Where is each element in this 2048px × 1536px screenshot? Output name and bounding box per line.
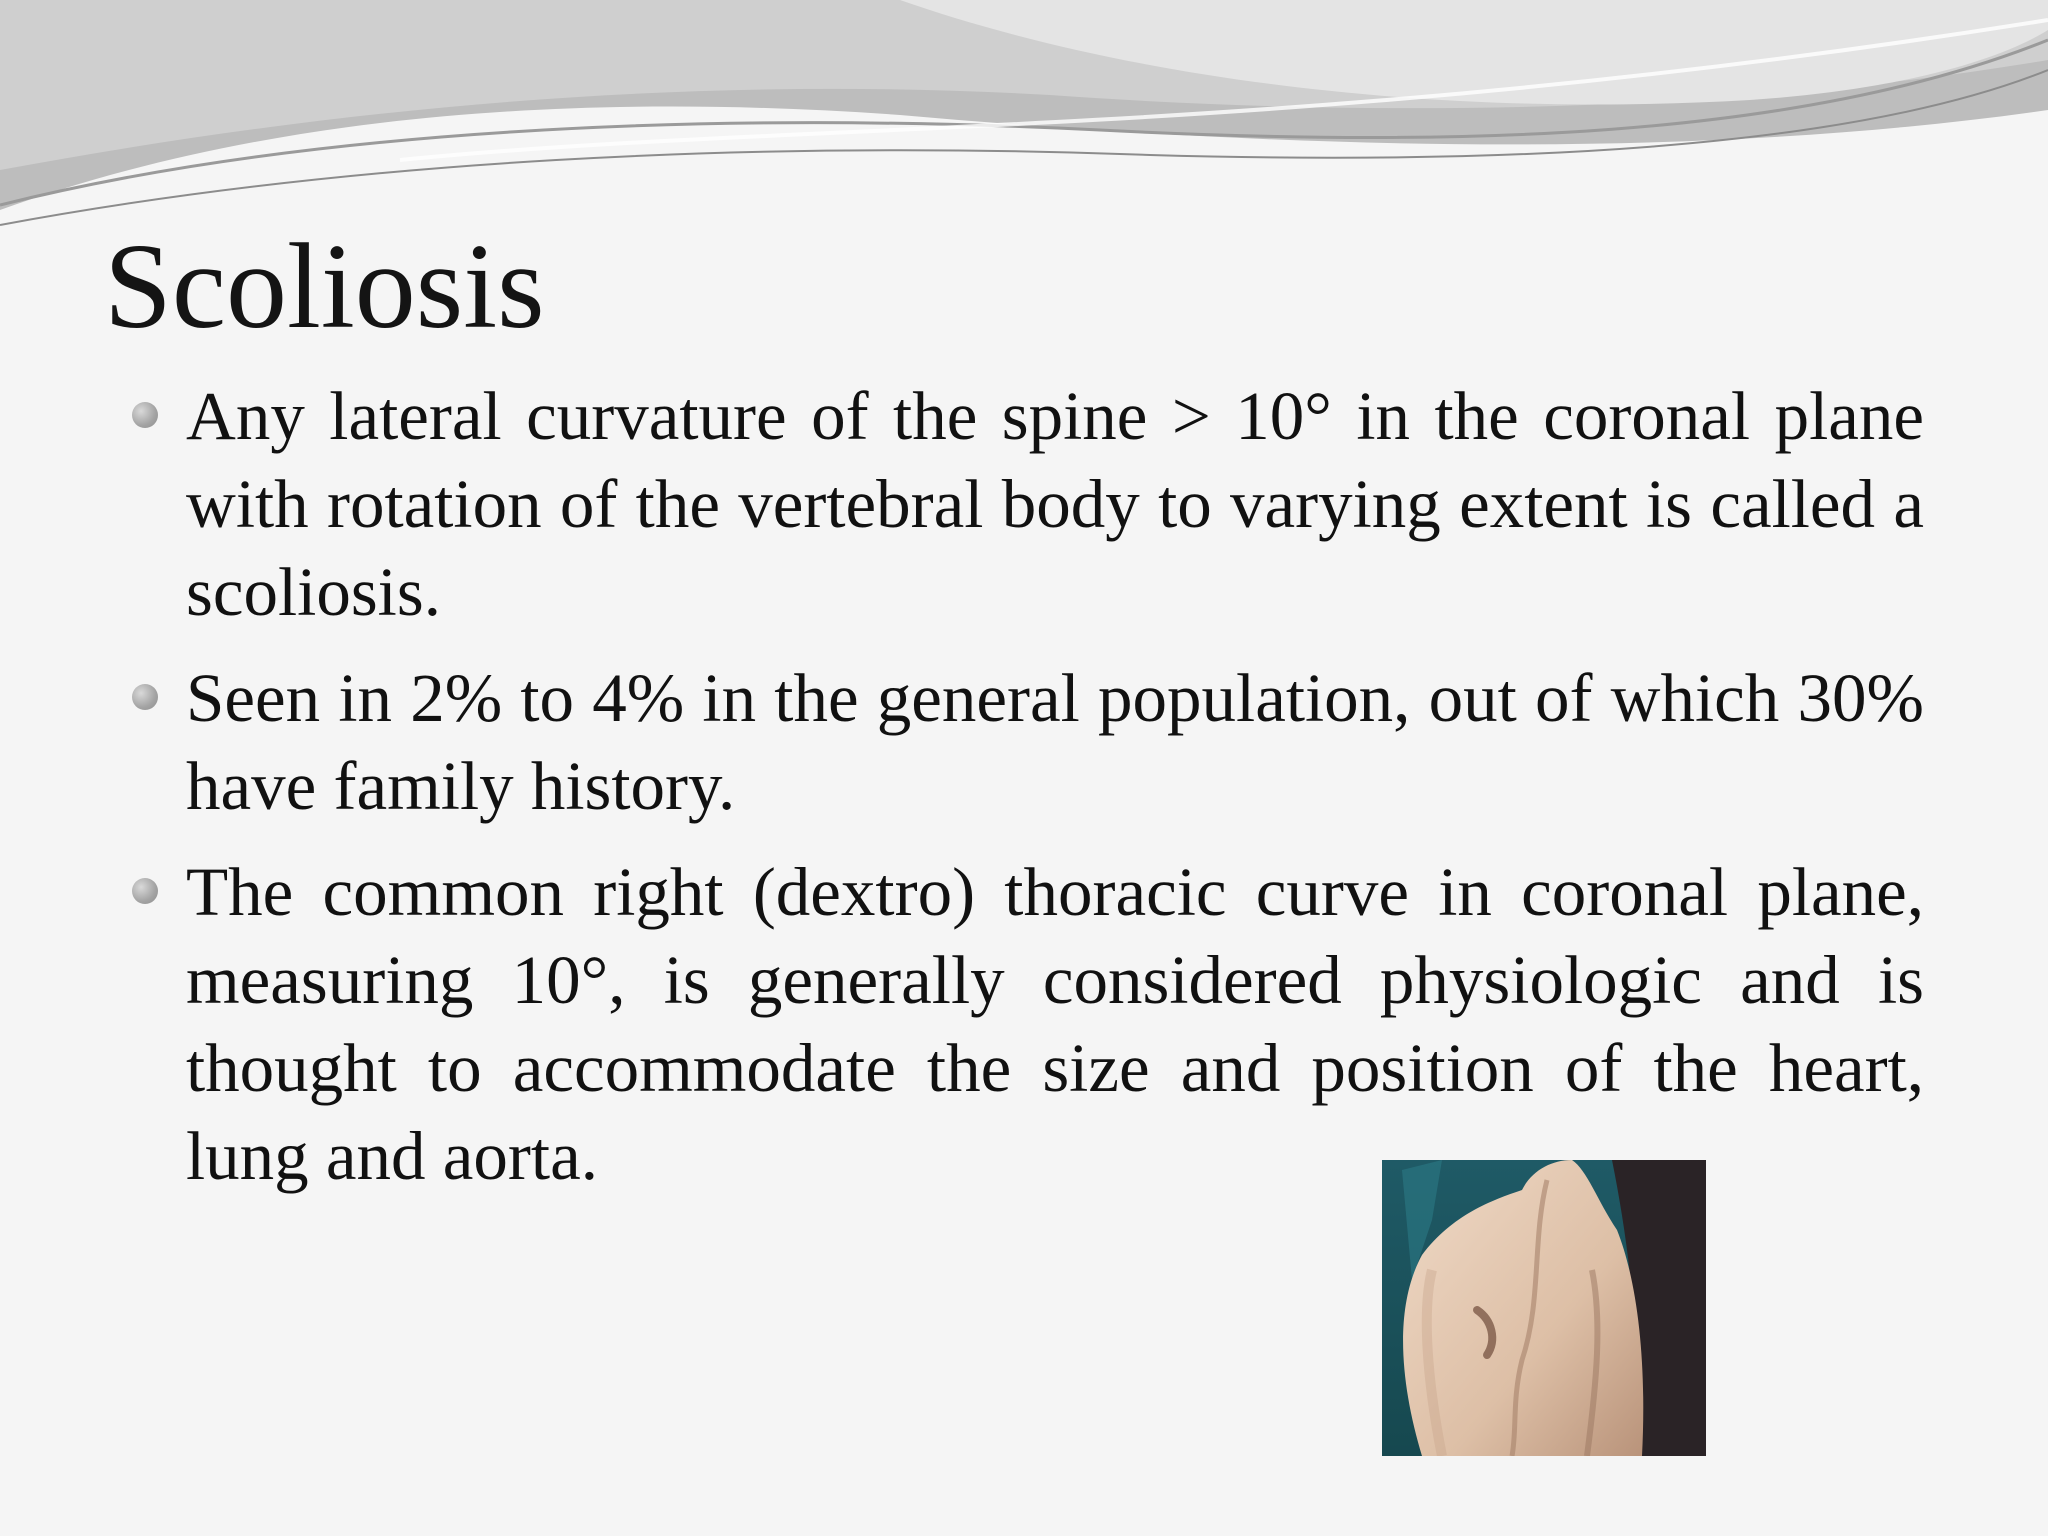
back-photo <box>1382 1160 1706 1456</box>
bullet-item <box>124 848 1924 1200</box>
bullet-text: Seen in 2% to 4% in the general population, out of which 30% have family history. <box>186 660 1924 824</box>
header-swoosh-decoration <box>0 0 2048 240</box>
bullet-item <box>124 654 1924 830</box>
bullet-dot-icon <box>132 402 158 428</box>
bullet-text: Any lateral curvature of the spine > 10° in the coronal plane with rotation of the vertebral body to varying extent is called a scoliosis. <box>186 378 1924 630</box>
slide-title: Scoliosis <box>104 219 545 354</box>
bullet-dot-icon <box>132 878 158 904</box>
bullet-text: The common right (dextro) thoracic curve in coronal plane, measuring 10°, is generally considered physiologic and is thought to accommodate the size and position of the heart, lung and aorta. <box>186 854 1924 1194</box>
bullet-list <box>124 372 1924 1218</box>
bullet-item <box>124 372 1924 636</box>
bullet-dot-icon <box>132 684 158 710</box>
